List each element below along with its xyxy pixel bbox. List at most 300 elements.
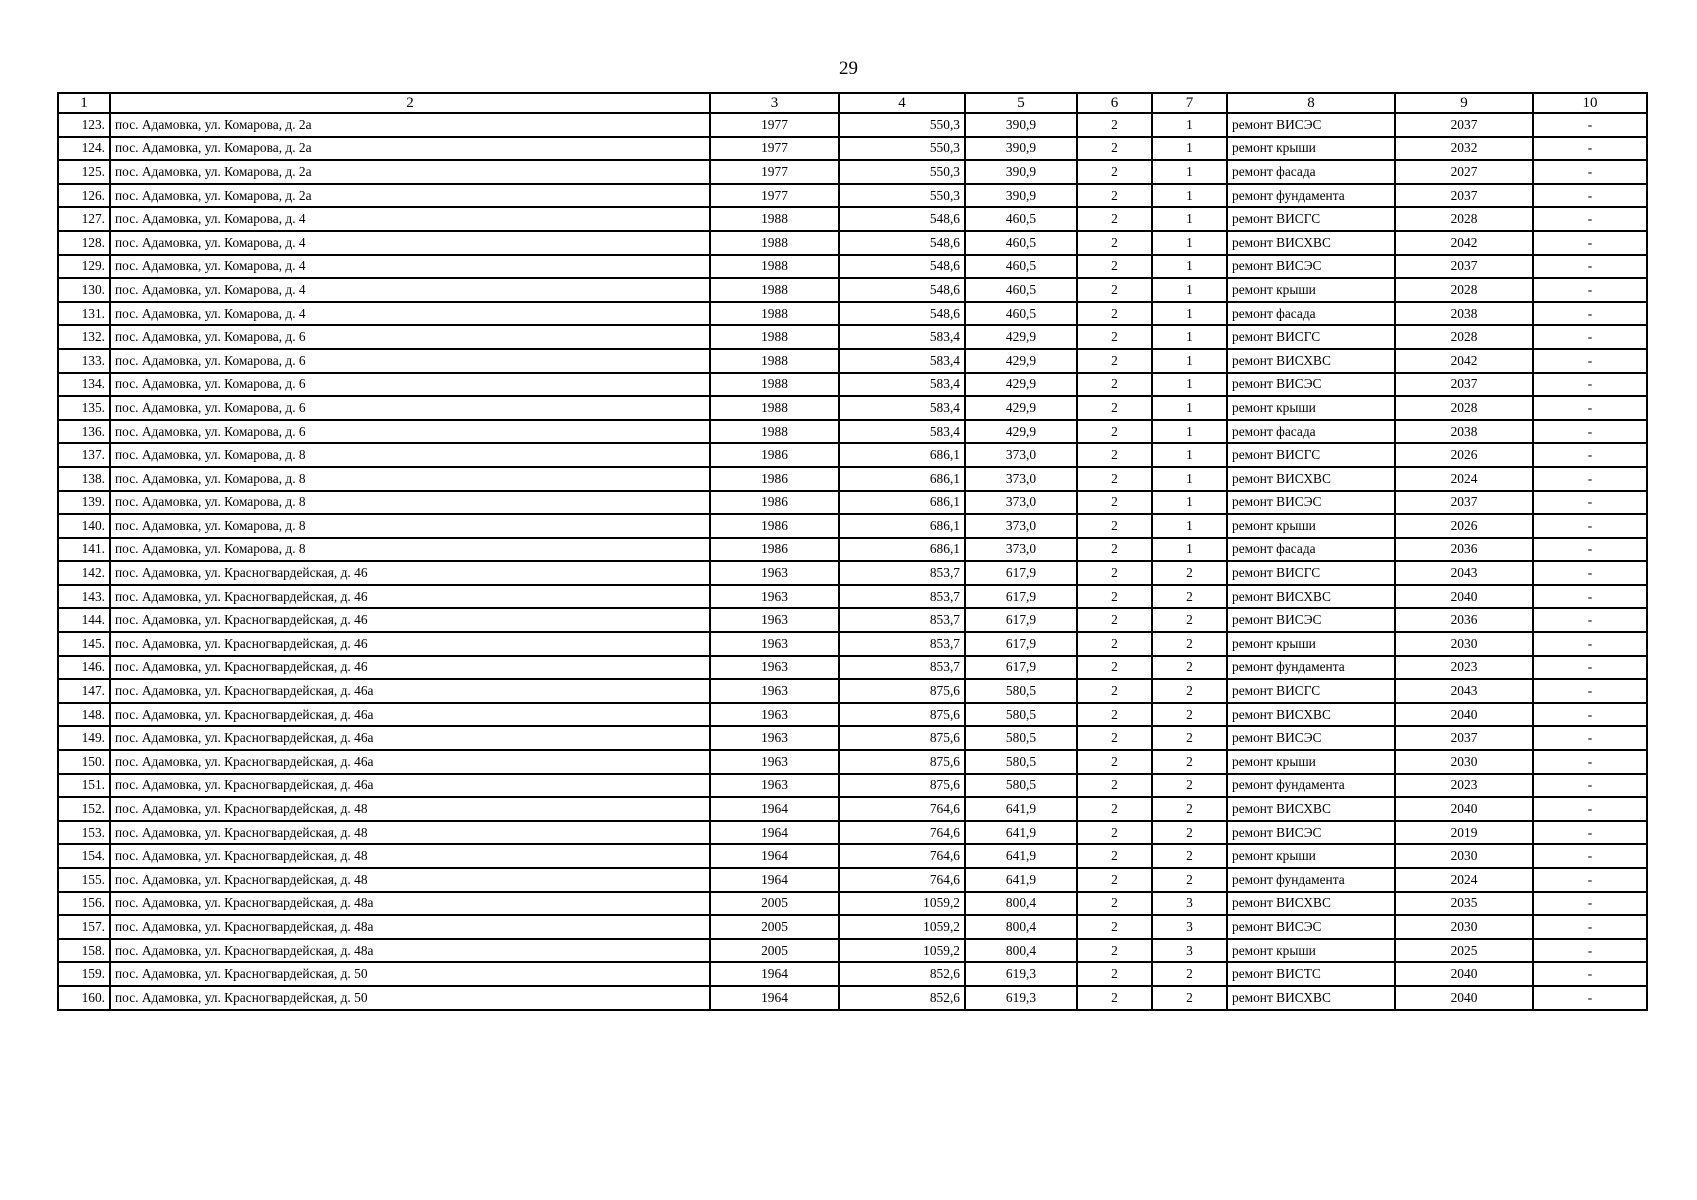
note-cell: - [1533,160,1647,184]
floors-cell: 2 [1077,986,1152,1010]
living-area-cell: 580,5 [965,774,1077,798]
table-row [58,255,1647,279]
note-cell: - [1533,113,1647,137]
floors-cell: 2 [1077,302,1152,326]
floors-cell: 2 [1077,703,1152,727]
floors-cell: 2 [1077,278,1152,302]
floors-cell: 2 [1077,160,1152,184]
table-row [58,278,1647,302]
entrances-cell: 1 [1152,207,1227,231]
entrances-cell: 2 [1152,679,1227,703]
entrances-cell: 1 [1152,325,1227,349]
note-cell: - [1533,892,1647,916]
floors-cell: 2 [1077,868,1152,892]
row-number-cell: 127. [58,207,110,231]
living-area-cell: 641,9 [965,797,1077,821]
row-number-cell: 159. [58,962,110,986]
floors-cell: 2 [1077,608,1152,632]
entrances-cell: 1 [1152,113,1227,137]
note-cell: - [1533,868,1647,892]
planned-year-cell: 2035 [1395,892,1533,916]
living-area-cell: 373,0 [965,443,1077,467]
floors-cell: 2 [1077,679,1152,703]
address-cell: пос. Адамовка, ул. Комарова, д. 4 [110,207,710,231]
row-number-cell: 123. [58,113,110,137]
row-number-cell: 132. [58,325,110,349]
year-cell: 1963 [710,608,839,632]
repair-type-cell: ремонт ВИСЭС [1227,608,1395,632]
repair-type-cell: ремонт фасада [1227,160,1395,184]
row-number-cell: 139. [58,491,110,515]
year-cell: 1963 [710,679,839,703]
entrances-cell: 1 [1152,467,1227,491]
repair-type-cell: ремонт ВИСХВС [1227,349,1395,373]
planned-year-cell: 2023 [1395,774,1533,798]
repair-type-cell: ремонт ВИСЭС [1227,915,1395,939]
table-row [58,325,1647,349]
planned-year-cell: 2040 [1395,703,1533,727]
note-cell: - [1533,514,1647,538]
year-cell: 2005 [710,915,839,939]
note-cell: - [1533,420,1647,444]
repair-type-cell: ремонт ВИСЭС [1227,255,1395,279]
row-number-cell: 157. [58,915,110,939]
address-cell: пос. Адамовка, ул. Красногвардейская, д. 48 [110,821,710,845]
table-row [58,774,1647,798]
total-area-cell: 853,7 [839,632,965,656]
row-number-cell: 140. [58,514,110,538]
table-row [58,443,1647,467]
table-row [58,538,1647,562]
table-row [58,844,1647,868]
table-row [58,797,1647,821]
floors-cell: 2 [1077,561,1152,585]
row-number-cell: 148. [58,703,110,727]
table-row [58,915,1647,939]
address-cell: пос. Адамовка, ул. Комарова, д. 6 [110,325,710,349]
entrances-cell: 1 [1152,160,1227,184]
total-area-cell: 583,4 [839,396,965,420]
column-header: 8 [1227,93,1395,113]
table-row [58,491,1647,515]
year-cell: 1986 [710,514,839,538]
planned-year-cell: 2026 [1395,443,1533,467]
living-area-cell: 619,3 [965,962,1077,986]
address-cell: пос. Адамовка, ул. Комарова, д. 2а [110,184,710,208]
repair-type-cell: ремонт крыши [1227,632,1395,656]
table-row [58,184,1647,208]
address-cell: пос. Адамовка, ул. Комарова, д. 8 [110,538,710,562]
entrances-cell: 3 [1152,892,1227,916]
repair-type-cell: ремонт фундамента [1227,184,1395,208]
address-cell: пос. Адамовка, ул. Красногвардейская, д. 48а [110,939,710,963]
floors-cell: 2 [1077,774,1152,798]
note-cell: - [1533,750,1647,774]
table-row [58,137,1647,161]
planned-year-cell: 2030 [1395,632,1533,656]
table-row [58,207,1647,231]
living-area-cell: 460,5 [965,231,1077,255]
note-cell: - [1533,373,1647,397]
row-number-cell: 150. [58,750,110,774]
address-cell: пос. Адамовка, ул. Комарова, д. 6 [110,396,710,420]
planned-year-cell: 2042 [1395,231,1533,255]
floors-cell: 2 [1077,585,1152,609]
total-area-cell: 686,1 [839,491,965,515]
entrances-cell: 1 [1152,184,1227,208]
address-cell: пос. Адамовка, ул. Комарова, д. 4 [110,255,710,279]
year-cell: 1988 [710,231,839,255]
total-area-cell: 686,1 [839,467,965,491]
year-cell: 2005 [710,939,839,963]
table-row [58,420,1647,444]
address-cell: пос. Адамовка, ул. Комарова, д. 8 [110,514,710,538]
total-area-cell: 548,6 [839,207,965,231]
living-area-cell: 617,9 [965,656,1077,680]
row-number-cell: 124. [58,137,110,161]
address-cell: пос. Адамовка, ул. Красногвардейская, д. 46 [110,608,710,632]
planned-year-cell: 2043 [1395,561,1533,585]
floors-cell: 2 [1077,467,1152,491]
repair-type-cell: ремонт фундамента [1227,656,1395,680]
total-area-cell: 875,6 [839,679,965,703]
table-row [58,514,1647,538]
table-row [58,703,1647,727]
entrances-cell: 1 [1152,349,1227,373]
address-cell: пос. Адамовка, ул. Комарова, д. 6 [110,373,710,397]
address-cell: пос. Адамовка, ул. Красногвардейская, д. 50 [110,986,710,1010]
repair-type-cell: ремонт крыши [1227,396,1395,420]
address-cell: пос. Адамовка, ул. Красногвардейская, д. 46 [110,585,710,609]
floors-cell: 2 [1077,844,1152,868]
living-area-cell: 460,5 [965,278,1077,302]
living-area-cell: 580,5 [965,726,1077,750]
address-cell: пос. Адамовка, ул. Красногвардейская, д. 46а [110,703,710,727]
total-area-cell: 583,4 [839,420,965,444]
entrances-cell: 1 [1152,396,1227,420]
year-cell: 1986 [710,467,839,491]
living-area-cell: 373,0 [965,538,1077,562]
planned-year-cell: 2030 [1395,844,1533,868]
total-area-cell: 550,3 [839,113,965,137]
repair-type-cell: ремонт крыши [1227,844,1395,868]
living-area-cell: 373,0 [965,491,1077,515]
note-cell: - [1533,207,1647,231]
planned-year-cell: 2037 [1395,184,1533,208]
table-row [58,349,1647,373]
total-area-cell: 764,6 [839,797,965,821]
repair-type-cell: ремонт крыши [1227,750,1395,774]
note-cell: - [1533,349,1647,373]
year-cell: 1988 [710,396,839,420]
table-row [58,302,1647,326]
planned-year-cell: 2030 [1395,750,1533,774]
entrances-cell: 1 [1152,373,1227,397]
entrances-cell: 1 [1152,514,1227,538]
address-cell: пос. Адамовка, ул. Комарова, д. 2а [110,160,710,184]
living-area-cell: 800,4 [965,892,1077,916]
row-number-cell: 144. [58,608,110,632]
planned-year-cell: 2024 [1395,868,1533,892]
row-number-cell: 138. [58,467,110,491]
repair-type-cell: ремонт ВИСХВС [1227,986,1395,1010]
address-cell: пос. Адамовка, ул. Комарова, д. 8 [110,443,710,467]
repair-type-cell: ремонт ВИСЭС [1227,113,1395,137]
row-number-cell: 134. [58,373,110,397]
entrances-cell: 2 [1152,608,1227,632]
year-cell: 1977 [710,184,839,208]
entrances-cell: 2 [1152,774,1227,798]
address-cell: пос. Адамовка, ул. Комарова, д. 8 [110,491,710,515]
note-cell: - [1533,632,1647,656]
table-row [58,892,1647,916]
year-cell: 1963 [710,703,839,727]
note-cell: - [1533,962,1647,986]
entrances-cell: 1 [1152,255,1227,279]
floors-cell: 2 [1077,726,1152,750]
floors-cell: 2 [1077,113,1152,137]
address-cell: пос. Адамовка, ул. Красногвардейская, д. 48 [110,844,710,868]
table-row [58,585,1647,609]
planned-year-cell: 2027 [1395,160,1533,184]
table-row [58,821,1647,845]
repair-type-cell: ремонт ВИСТС [1227,962,1395,986]
planned-year-cell: 2028 [1395,396,1533,420]
year-cell: 1964 [710,797,839,821]
living-area-cell: 390,9 [965,160,1077,184]
total-area-cell: 875,6 [839,726,965,750]
year-cell: 1988 [710,420,839,444]
floors-cell: 2 [1077,962,1152,986]
year-cell: 2005 [710,892,839,916]
row-number-cell: 152. [58,797,110,821]
floors-cell: 2 [1077,892,1152,916]
year-cell: 1988 [710,255,839,279]
floors-cell: 2 [1077,491,1152,515]
address-cell: пос. Адамовка, ул. Комарова, д. 2а [110,113,710,137]
planned-year-cell: 2038 [1395,420,1533,444]
year-cell: 1963 [710,726,839,750]
row-number-cell: 130. [58,278,110,302]
address-cell: пос. Адамовка, ул. Красногвардейская, д. 48а [110,915,710,939]
living-area-cell: 460,5 [965,302,1077,326]
total-area-cell: 550,3 [839,184,965,208]
repair-type-cell: ремонт ВИСХВС [1227,585,1395,609]
living-area-cell: 390,9 [965,184,1077,208]
planned-year-cell: 2026 [1395,514,1533,538]
entrances-cell: 2 [1152,656,1227,680]
entrances-cell: 1 [1152,538,1227,562]
note-cell: - [1533,325,1647,349]
floors-cell: 2 [1077,420,1152,444]
column-header: 4 [839,93,965,113]
total-area-cell: 852,6 [839,962,965,986]
repair-type-cell: ремонт ВИСЭС [1227,491,1395,515]
row-number-cell: 135. [58,396,110,420]
address-cell: пос. Адамовка, ул. Комарова, д. 6 [110,349,710,373]
note-cell: - [1533,538,1647,562]
total-area-cell: 875,6 [839,774,965,798]
living-area-cell: 373,0 [965,514,1077,538]
entrances-cell: 1 [1152,137,1227,161]
year-cell: 1986 [710,491,839,515]
planned-year-cell: 2036 [1395,538,1533,562]
note-cell: - [1533,396,1647,420]
living-area-cell: 800,4 [965,915,1077,939]
repair-type-cell: ремонт фасада [1227,538,1395,562]
year-cell: 1963 [710,585,839,609]
repair-type-cell: ремонт крыши [1227,278,1395,302]
address-cell: пос. Адамовка, ул. Красногвардейская, д. 46 [110,632,710,656]
entrances-cell: 1 [1152,302,1227,326]
repair-type-cell: ремонт ВИСГС [1227,325,1395,349]
year-cell: 1977 [710,137,839,161]
housing-repair-table [57,92,1648,1011]
row-number-cell: 146. [58,656,110,680]
entrances-cell: 2 [1152,797,1227,821]
repair-type-cell: ремонт ВИСХВС [1227,231,1395,255]
table-row [58,632,1647,656]
table-row [58,939,1647,963]
table-row [58,750,1647,774]
total-area-cell: 583,4 [839,373,965,397]
address-cell: пос. Адамовка, ул. Комарова, д. 6 [110,420,710,444]
living-area-cell: 641,9 [965,868,1077,892]
planned-year-cell: 2037 [1395,491,1533,515]
total-area-cell: 1059,2 [839,939,965,963]
table-header-row [58,93,1647,113]
year-cell: 1988 [710,325,839,349]
living-area-cell: 617,9 [965,561,1077,585]
year-cell: 1986 [710,443,839,467]
row-number-cell: 145. [58,632,110,656]
row-number-cell: 131. [58,302,110,326]
planned-year-cell: 2040 [1395,986,1533,1010]
planned-year-cell: 2024 [1395,467,1533,491]
year-cell: 1977 [710,160,839,184]
floors-cell: 2 [1077,325,1152,349]
table-row [58,467,1647,491]
note-cell: - [1533,278,1647,302]
repair-type-cell: ремонт ВИСГС [1227,561,1395,585]
note-cell: - [1533,939,1647,963]
year-cell: 1964 [710,821,839,845]
entrances-cell: 2 [1152,986,1227,1010]
repair-type-cell: ремонт фасада [1227,420,1395,444]
total-area-cell: 550,3 [839,160,965,184]
living-area-cell: 641,9 [965,821,1077,845]
total-area-cell: 1059,2 [839,892,965,916]
repair-type-cell: ремонт ВИСХВС [1227,797,1395,821]
table-row [58,160,1647,184]
entrances-cell: 2 [1152,750,1227,774]
table-row [58,561,1647,585]
table-row [58,608,1647,632]
planned-year-cell: 2042 [1395,349,1533,373]
row-number-cell: 133. [58,349,110,373]
repair-type-cell: ремонт ВИСЭС [1227,726,1395,750]
repair-type-cell: ремонт крыши [1227,939,1395,963]
address-cell: пос. Адамовка, ул. Красногвардейская, д. 46 [110,656,710,680]
note-cell: - [1533,656,1647,680]
row-number-cell: 137. [58,443,110,467]
repair-type-cell: ремонт фасада [1227,302,1395,326]
address-cell: пос. Адамовка, ул. Комарова, д. 8 [110,467,710,491]
repair-type-cell: ремонт ВИСЭС [1227,373,1395,397]
floors-cell: 2 [1077,396,1152,420]
entrances-cell: 2 [1152,844,1227,868]
address-cell: пос. Адамовка, ул. Комарова, д. 4 [110,278,710,302]
living-area-cell: 390,9 [965,113,1077,137]
floors-cell: 2 [1077,821,1152,845]
note-cell: - [1533,443,1647,467]
table-row [58,986,1647,1010]
address-cell: пос. Адамовка, ул. Красногвардейская, д. 46а [110,774,710,798]
note-cell: - [1533,467,1647,491]
note-cell: - [1533,986,1647,1010]
living-area-cell: 580,5 [965,679,1077,703]
table-row [58,726,1647,750]
note-cell: - [1533,726,1647,750]
repair-type-cell: ремонт фундамента [1227,774,1395,798]
total-area-cell: 875,6 [839,703,965,727]
year-cell: 1988 [710,278,839,302]
year-cell: 1963 [710,632,839,656]
total-area-cell: 548,6 [839,231,965,255]
row-number-cell: 142. [58,561,110,585]
note-cell: - [1533,608,1647,632]
planned-year-cell: 2036 [1395,608,1533,632]
column-header: 10 [1533,93,1647,113]
row-number-cell: 143. [58,585,110,609]
entrances-cell: 2 [1152,726,1227,750]
address-cell: пос. Адамовка, ул. Красногвардейская, д. 46 [110,561,710,585]
row-number-cell: 125. [58,160,110,184]
total-area-cell: 764,6 [839,868,965,892]
planned-year-cell: 2028 [1395,278,1533,302]
planned-year-cell: 2023 [1395,656,1533,680]
living-area-cell: 617,9 [965,608,1077,632]
total-area-cell: 686,1 [839,443,965,467]
table-row [58,231,1647,255]
total-area-cell: 583,4 [839,325,965,349]
row-number-cell: 141. [58,538,110,562]
row-number-cell: 129. [58,255,110,279]
planned-year-cell: 2030 [1395,915,1533,939]
column-header: 7 [1152,93,1227,113]
total-area-cell: 853,7 [839,585,965,609]
total-area-cell: 853,7 [839,656,965,680]
repair-type-cell: ремонт ВИСХВС [1227,892,1395,916]
note-cell: - [1533,491,1647,515]
repair-type-cell: ремонт ВИСГС [1227,443,1395,467]
note-cell: - [1533,585,1647,609]
living-area-cell: 617,9 [965,585,1077,609]
row-number-cell: 126. [58,184,110,208]
year-cell: 1988 [710,302,839,326]
entrances-cell: 3 [1152,915,1227,939]
planned-year-cell: 2025 [1395,939,1533,963]
entrances-cell: 1 [1152,443,1227,467]
repair-type-cell: ремонт ВИСЭС [1227,821,1395,845]
floors-cell: 2 [1077,443,1152,467]
living-area-cell: 429,9 [965,396,1077,420]
living-area-cell: 373,0 [965,467,1077,491]
table-row [58,113,1647,137]
note-cell: - [1533,774,1647,798]
row-number-cell: 158. [58,939,110,963]
planned-year-cell: 2028 [1395,207,1533,231]
